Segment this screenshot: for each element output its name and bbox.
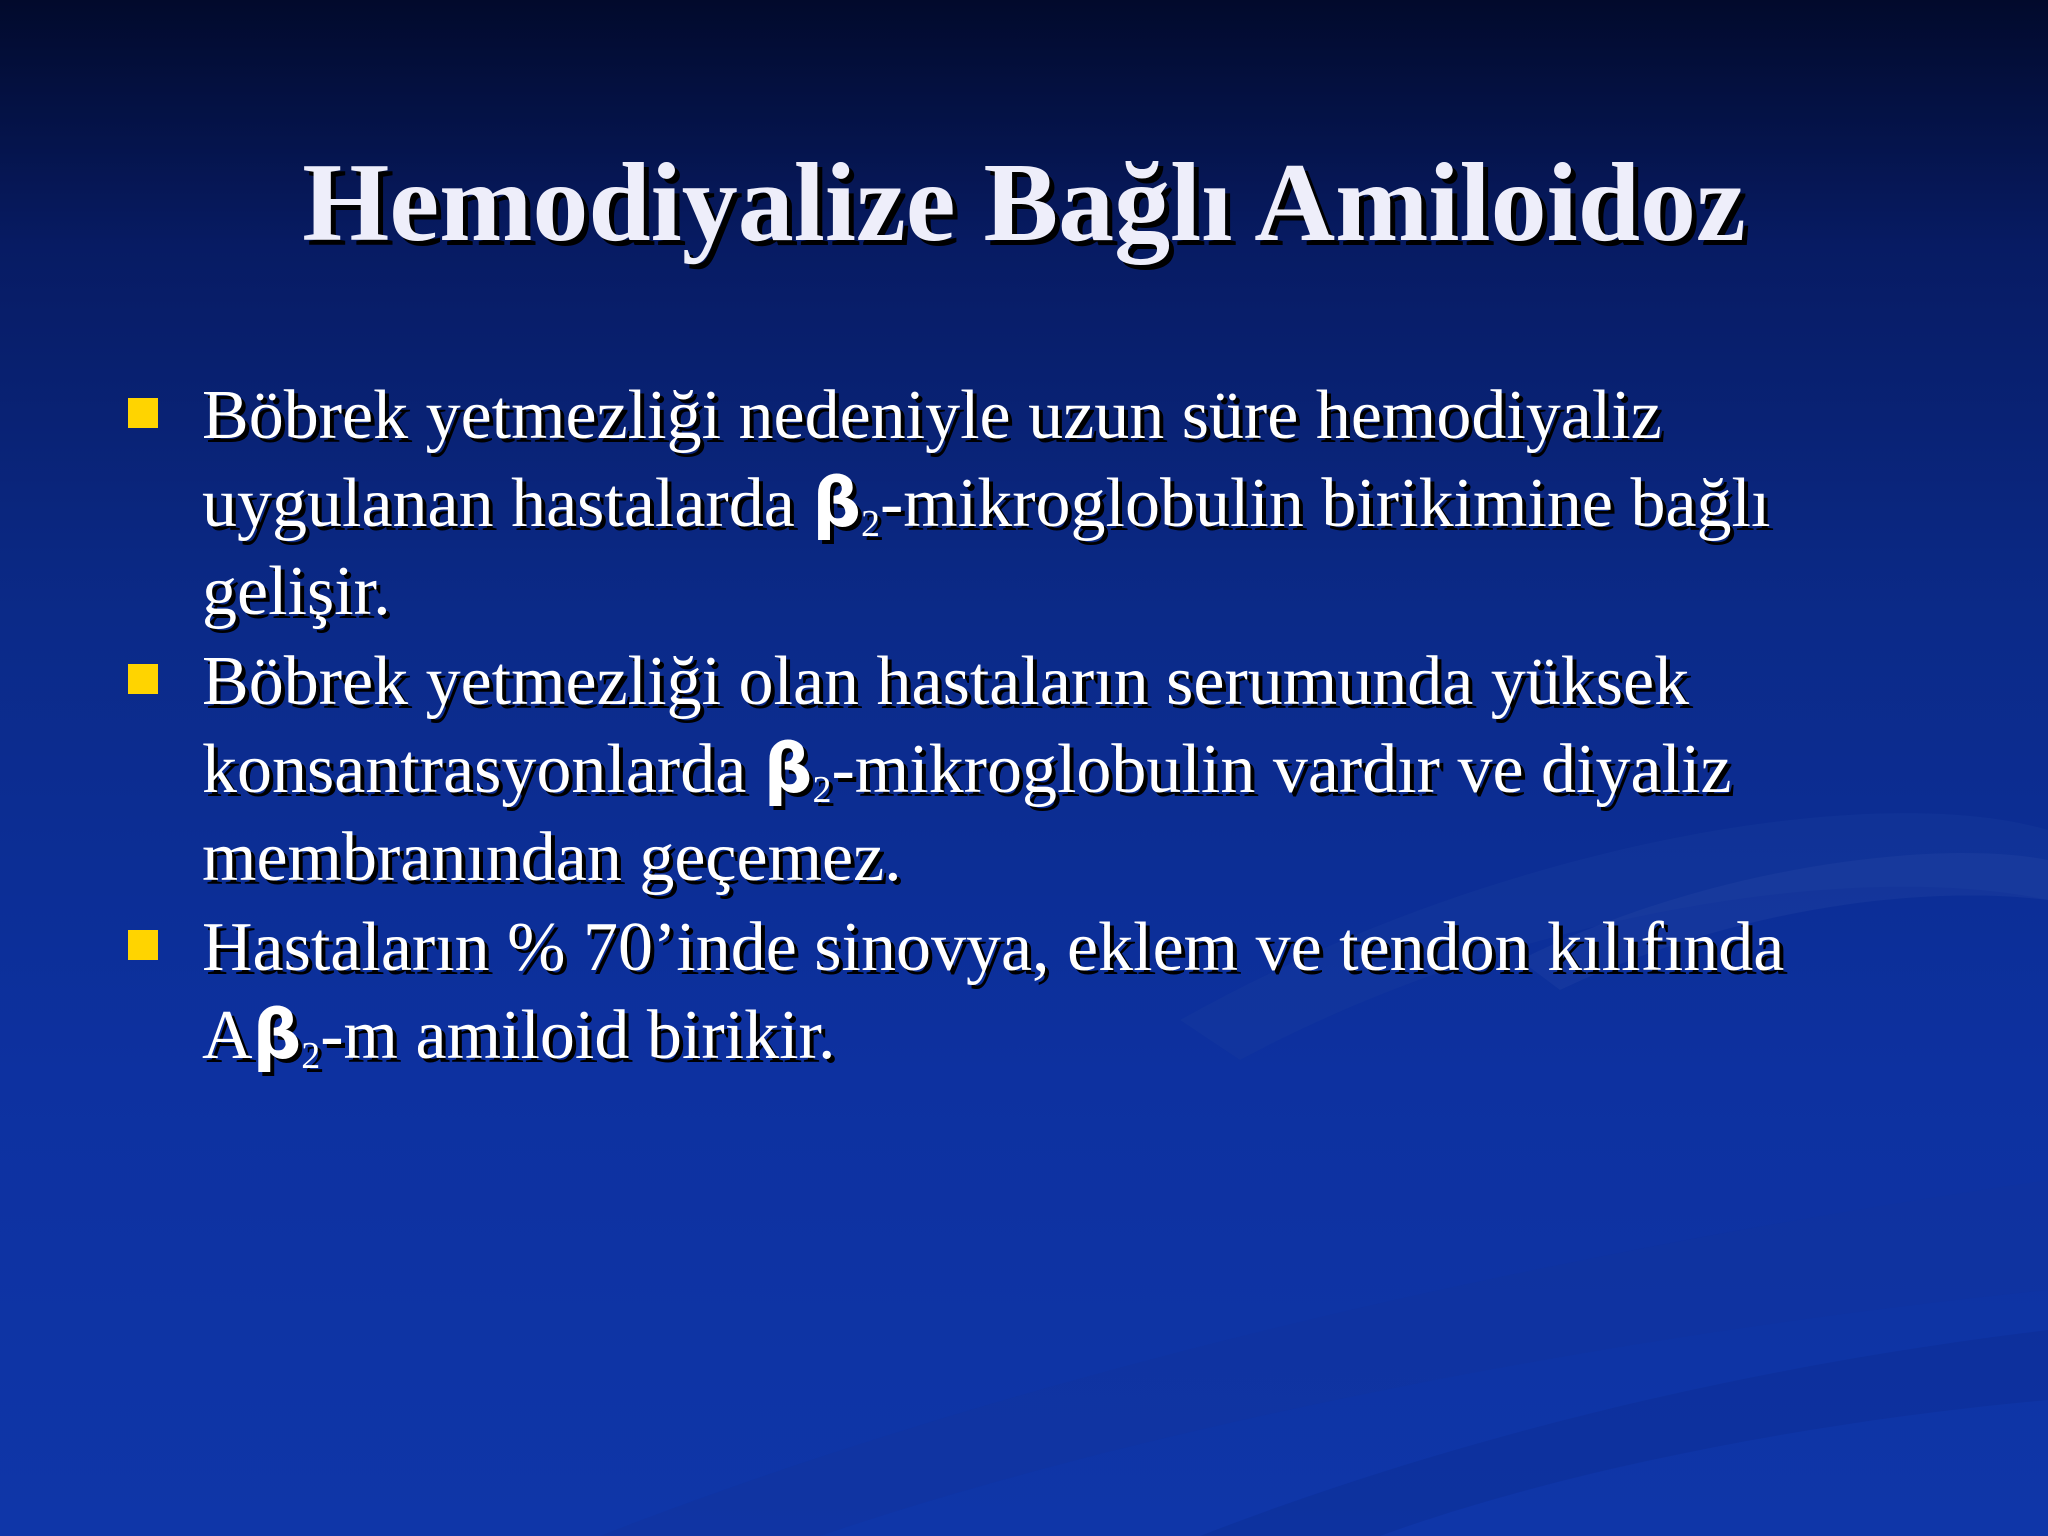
bullet-2-text-after-beta: -mikroglobulin vardır ve diyaliz <box>831 731 1732 808</box>
bullet-1-text-after-beta: -mikroglobulin birikimine bağlı <box>880 465 1771 542</box>
bullet-2-line-3: membranından geçemez. <box>202 819 902 896</box>
beta-symbol: β <box>812 464 861 543</box>
bullet-2-text-before-beta: konsantrasyonlarda <box>202 731 764 808</box>
bullet-square-icon <box>128 930 158 960</box>
bullet-3-text-before-beta: A <box>202 997 253 1074</box>
bullet-3-line-1: Hastaların % 70’inde sinovya, eklem ve tendon kılıfında <box>202 909 1785 986</box>
beta-subscript: 2 <box>812 769 832 811</box>
bullet-1-line-2 <box>202 460 2025 548</box>
bullet-1-line-3: gelişir. <box>202 553 391 630</box>
beta-subscript: 2 <box>861 503 880 545</box>
bullet-2-line-1: Böbrek yetmezliği olan hastaların serumunda yüksek <box>202 643 1690 720</box>
slide-title: Hemodiyalize Bağlı Amiloidoz <box>302 141 1746 265</box>
beta-subscript: 2 <box>301 1035 321 1077</box>
bullet-item-3 <box>125 904 2025 1080</box>
beta-symbol: β <box>763 730 813 809</box>
bullet-1-text-before-beta: uygulanan hastalarda <box>202 465 813 542</box>
bullet-3-line-2 <box>202 992 2025 1080</box>
bullet-1-line-1: Böbrek yetmezliği nedeniyle uzun süre hemodiyaliz <box>202 377 1662 454</box>
bullet-square-icon <box>128 664 158 694</box>
bullet-item-1 <box>125 372 2025 636</box>
bullet-2-line-2 <box>202 726 2025 814</box>
beta-symbol: β <box>252 996 302 1075</box>
bullet-list <box>125 372 2025 1082</box>
bullet-square-icon <box>128 398 158 428</box>
bullet-3-text-after-beta: -m amiloid birikir. <box>320 997 836 1074</box>
bullet-item-2 <box>125 638 2025 902</box>
